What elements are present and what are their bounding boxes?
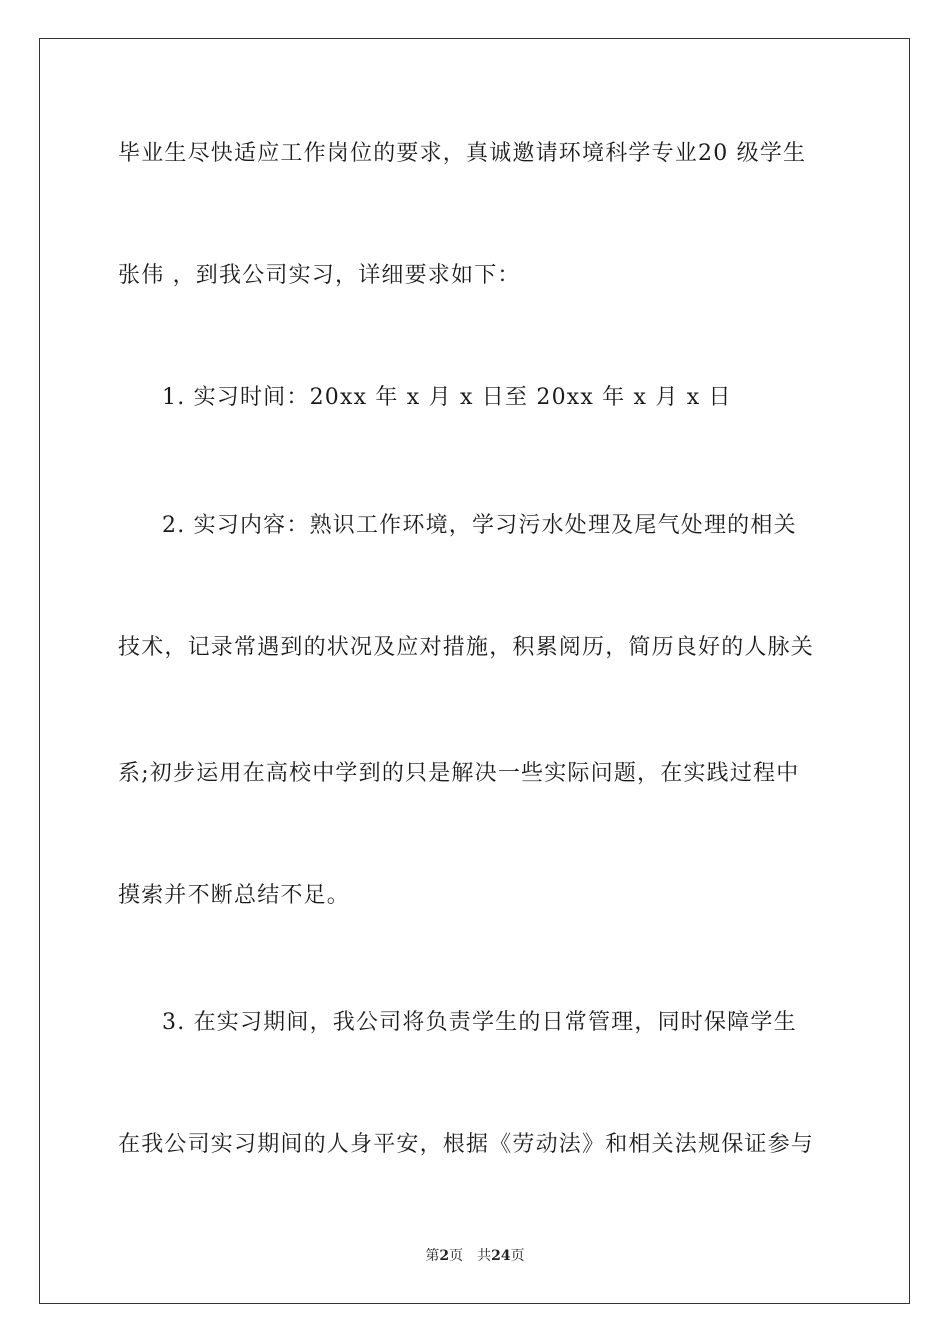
footer-total-suffix: 页 <box>510 1248 525 1264</box>
list-item-2-line-2: 技术，记录常遇到的状况及应对措施，积累阅历，简历良好的人脉关 <box>118 635 815 660</box>
footer-page-prefix: 第 <box>425 1248 440 1264</box>
footer-total-prefix: 共 <box>477 1248 492 1264</box>
list-item-2-line-1: 2. 实习内容：熟识工作环境，学习污水处理及尾气处理的相关 <box>162 513 797 538</box>
list-item-3-line-2: 在我公司实习期间的人身平安，根据《劳动法》和相关法规保证参与 <box>118 1132 815 1157</box>
list-item-1-line: 1. 实习时间：20xx 年 x 月 x 日至 20xx 年 x 月 x 日 <box>162 385 732 410</box>
footer-page-suffix: 页 <box>449 1248 464 1264</box>
list-item-2-line-4: 摸索并不断总结不足。 <box>118 883 351 908</box>
list-item-3-line-1: 3. 在实习期间，我公司将负责学生的日常管理，同时保障学生 <box>162 1010 797 1035</box>
page-border <box>39 38 910 1304</box>
body-line-2: 张伟 ，到我公司实习，详细要求如下： <box>118 263 521 288</box>
list-item-2-line-3: 系;初步运用在高校中学到的只是解决一些实际问题，在实践过程中 <box>118 761 800 786</box>
body-line-1: 毕业生尽快适应工作岗位的要求，真诚邀请环境科学专业20 级学生 <box>118 141 807 166</box>
footer-total-number: 24 <box>491 1248 511 1264</box>
footer-page-number: 2 <box>439 1248 450 1264</box>
page-footer <box>0 1247 950 1265</box>
